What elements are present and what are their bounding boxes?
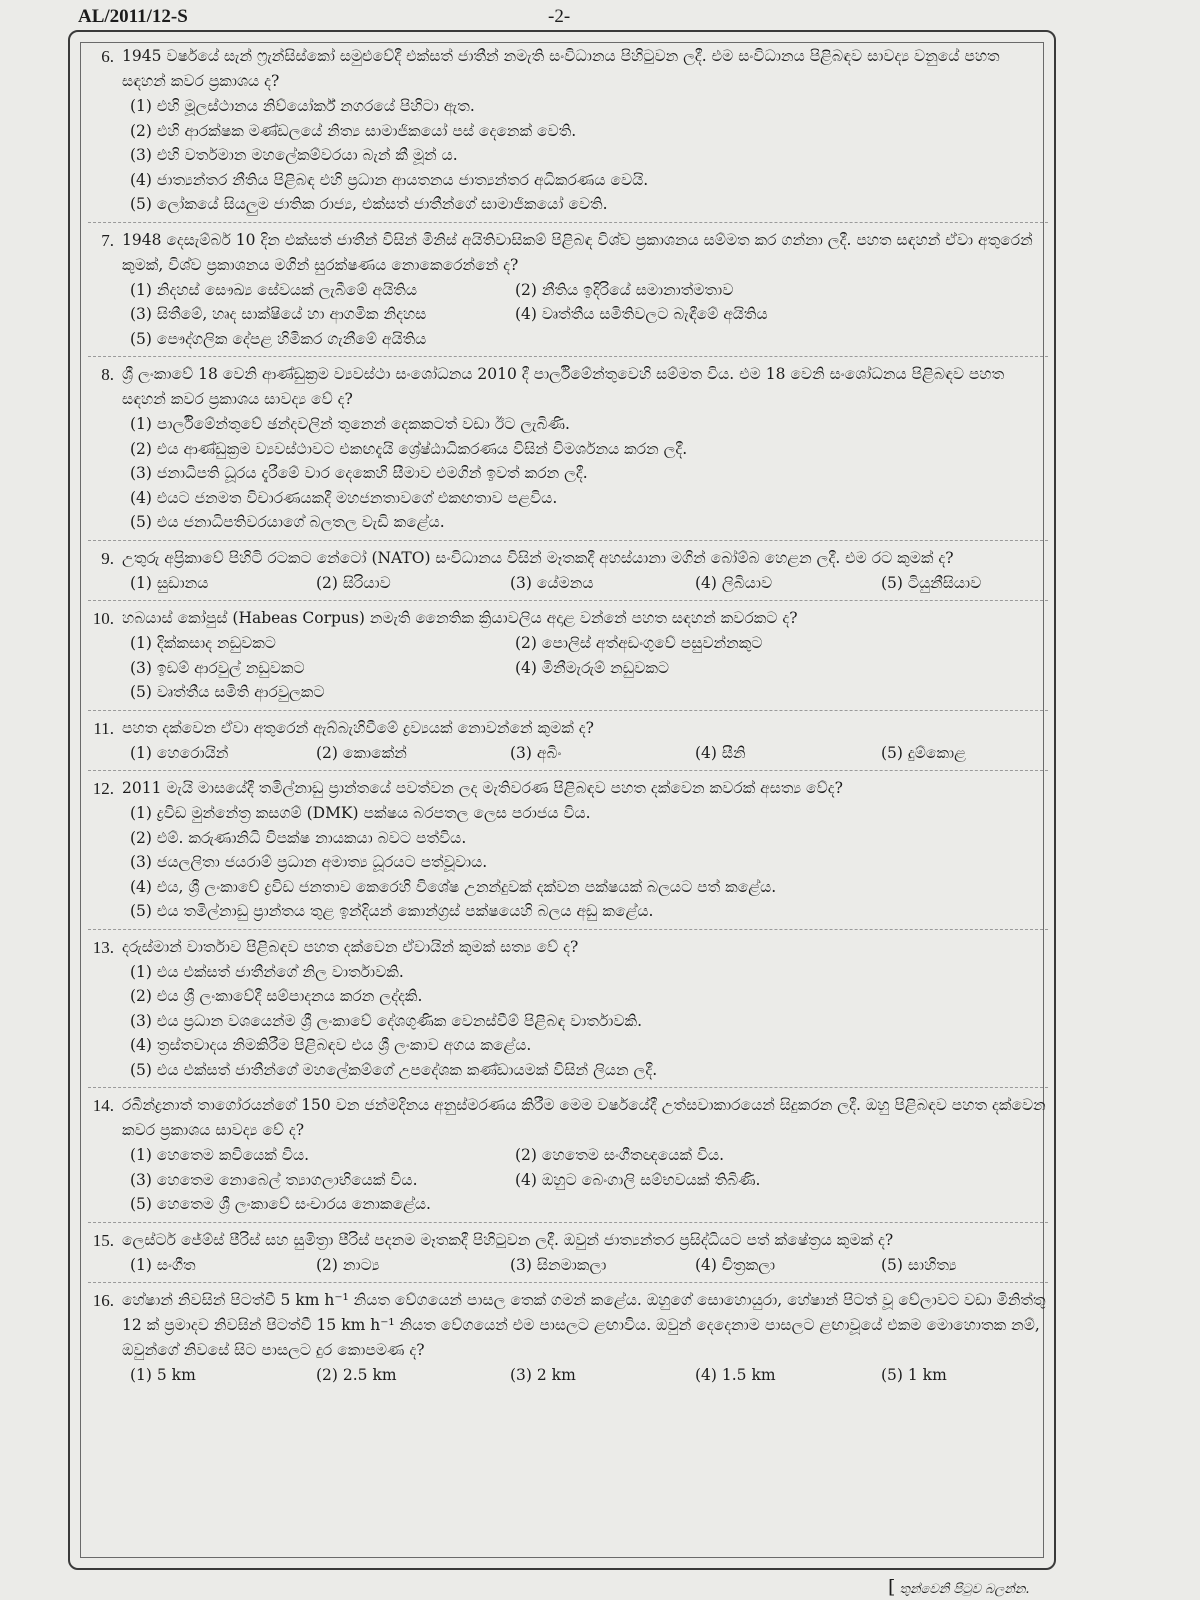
answer-option: (2) එය ශ්‍රී ලංකාවේදී සම්පාදනය කරන ලද්දකි.	[130, 987, 423, 1005]
question-number: 15.	[92, 1230, 114, 1250]
question-body	[122, 546, 1056, 596]
question-number: 13.	[92, 937, 114, 957]
question-body	[122, 716, 1056, 766]
answer-option: (2) නීතිය ඉදිරියේ සමානාත්මතාව	[515, 280, 734, 299]
answer-option: (1) ද්‍රවිඩ මුන්නේත්‍ර කසගම් (DMK) පක්ෂය බරපතල ලෙස පරාජය විය.	[130, 804, 591, 822]
answer-option: (1) එය එක්සත් ජාතීන්ගේ නිල වාර්තාවකි.	[130, 962, 404, 981]
question-separator	[88, 1282, 1048, 1283]
answer-option: (5) ලෝකයේ සියලුම ජාතික රාජ්‍ය, එක්සත් ජාතීන්ගේ සාමාජිකයෝ වෙති.	[130, 195, 608, 213]
question-text: පහත දක්වෙන ඒවා අතුරෙන් ඇබ්බැහිවීමේ ද්‍රව්‍යයක් නොවන්නේ කුමක් ද?	[122, 718, 594, 737]
question	[84, 546, 1056, 596]
answer-option: (2) 2.5 km	[316, 1366, 397, 1384]
question-text: හබයාස් කෝපුස් (Habeas Corpus) නමැති නෛතික ක්‍රියාවලිය අදාළ වන්නේ පහත සඳහන් කවරකට ද?	[122, 609, 798, 627]
answer-option: (3) සිතීමේ, හෘද සාක්ෂියේ හා ආගමික නිදහස	[130, 305, 427, 323]
question	[84, 44, 1056, 217]
answer-option: (2) කොකේන්	[316, 743, 407, 762]
question-text: 1948 දෙසැම්බර් 10 දින එක්සත් ජාතීන් විසින් මිනිස් අයිතිවාසිකම් පිළිබඳ විශ්ව ප්‍රකාශනය සම්මත කර ගන්නා ලදී. පහත සඳහන් ඒවා අතුරෙන් කුමක්, විශ්ව ප්‍රකාශනය මගින් සුරක්ෂණය නොකෙරෙන්නේ ද?	[122, 230, 1033, 274]
answer-option: (1) 5 km	[130, 1366, 196, 1384]
question-body	[122, 606, 1056, 705]
answer-options	[122, 1253, 1048, 1278]
question-number: 14.	[92, 1096, 114, 1115]
answer-option: (1) දික්කසාද නඩුවකට	[130, 634, 276, 652]
answer-option: (3) අබිං	[510, 743, 562, 762]
question-body	[122, 935, 1056, 1083]
answer-option: (3) සිනමාකලා	[510, 1255, 607, 1274]
question-number: 8.	[101, 365, 114, 384]
question-text: රබීන්ද්‍රනාත් තාගෝරයන්ගේ 150 වන ජන්මදිනය අනුස්මරණය කිරීම මෙම වර්ෂයේදී උත්සවාකාරයෙන් සිදුකරන ලදී. ඔහු පිළිබඳව පහත දක්වෙන කවර ප්‍රකාශය සාවද්‍ය වේ ද?	[122, 1096, 1046, 1139]
answer-option: (1) සංගීත	[130, 1255, 196, 1274]
question-separator	[88, 356, 1048, 357]
question-number: 12.	[92, 779, 114, 798]
answer-option: (5) එය ජනාධිපතිවරයාගේ බලතල වැඩි කළේය.	[130, 513, 445, 531]
question	[84, 776, 1056, 924]
page-header	[0, 0, 1200, 34]
answer-option: (2) පොලිස් අත්අඩංගුවේ පසුවන්නකුට	[515, 634, 763, 652]
answer-option: (4) එයට ජනමත විචාරණයකදී මහජනතාවගේ එකඟතාව පළවිය.	[130, 488, 558, 507]
page-footer	[888, 1576, 1030, 1598]
question-text: හේෂාන් නිවසින් පිටත්වී 5 km h⁻¹ නියත වේගයෙන් පාසල තෙක් ගමන් කළේය. ඔහුගේ සොහොයුරා, හේෂාන් පිටත් වූ වේලාවට වඩා මිනිත්තු 12 ක් ප්‍රමාදව නිවසින් පිටත්වී 15 km h⁻¹ නියත වේගයෙන් එම පාසලට ළඟාවිය. ඔවුන් දෙදෙනාම පාසලට ළඟාවූයේ එකම මොහොතක නම්, ඔවුන්ගේ නිවසේ සිට පාසලට දුර කොපමණ ද?	[122, 1291, 1046, 1359]
answer-option: (2) එය ආණ්ඩුක්‍රම ව්‍යවස්ථාවට එකඟදැයි ශ්‍රේෂ්ඨාධිකරණය විසින් විමර්ශනය කරන ලදී.	[130, 439, 688, 458]
answer-option: (2) එම්. කරුණානිධි විපක්ෂ නායකයා බවට පත්විය.	[130, 828, 467, 847]
question-text: 1945 වර්ෂයේ සැන් ෆ්‍රැන්සිස්කෝ සමුළුවේදී එක්සත් ජාතීන් නමැති සංවිධානය පිහිටුවන ලදී. එම සංවිධානය පිළිබඳව සාවද්‍ය වනුයේ පහත සඳහන් කවර ප්‍රකාශය ද?	[122, 47, 1000, 90]
question-text: උතුරු අප්‍රිකාවේ පිහිටි රටකට නේටෝ (NATO) සංවිධානය විසින් මෑතකදී අහස්යානා මගින් බෝම්බ හෙළන ලදී. එම රට කුමක් ද?	[122, 548, 954, 567]
answer-option: (5) පෞද්ගලික දේපළ හිමිකර ගැනීමේ අයිතිය	[130, 329, 427, 348]
question-separator	[88, 1222, 1048, 1223]
answer-option: (4) ත්‍රස්තවාදය නිමකිරීම පිළිබඳව එය ශ්‍රී ලංකාව අගය කළේය.	[130, 1036, 532, 1054]
answer-option: (4) එය, ශ්‍රී ලංකාවේ ද්‍රවිඩ ජනතාව කෙරෙහි විශේෂ උනන්දුවක් දක්වන පක්ෂයක් බලයට පත් කළේය.	[130, 877, 777, 896]
answer-option: (4) වෘත්තීය සමිතිවලට බැඳීමේ අයිතිය	[515, 305, 768, 323]
answer-option: (2) සිරියාව	[316, 573, 391, 592]
question-separator	[88, 929, 1048, 930]
question-number: 9.	[101, 548, 114, 568]
question-body	[122, 362, 1056, 535]
answer-option: (1) හෙරොයින්	[130, 743, 229, 762]
answer-option: (5) එය තමිල්නාඩු ප්‍රාන්තය තුළ ඉන්දියන් කොන්ග්‍රස් පක්ෂයෙහි බලය අඩු කළේය.	[130, 902, 654, 920]
answer-option: (1) හෙතෙම කවියෙක් විය.	[130, 1146, 310, 1164]
answer-option: (3) එය ප්‍රධාන වශයෙන්ම ශ්‍රී ලංකාවේ දේශගුණික වෙනස්වීම් පිළිබඳ වාර්තාවකි.	[130, 1011, 643, 1030]
question-body	[122, 1093, 1056, 1217]
answer-option: (4) ඔහුට බෙංගාලි සම්භවයක් තිබිණි.	[515, 1170, 761, 1189]
answer-option: (3) එහි වර්තමාන මහලේකම්වරයා බැන් කී මූන් ය.	[130, 146, 458, 164]
answer-option: (5) 1 km	[881, 1366, 947, 1384]
answer-option: (3) ජනාධිපති ධූරය දැරීමේ වාර දෙකෙහි සීමාව එමගින් ඉවත් කරන ලදී.	[130, 464, 588, 482]
question-text: 2011 මැයි මාසයේදී තමිල්නාඩු ප්‍රාන්තයේ පවත්වන ලද මැතිවරණ පිළිබඳව පහත දක්වෙන කවරක් අසත්‍ය වේද?	[122, 779, 843, 797]
answer-options	[122, 412, 1048, 535]
question	[84, 1228, 1056, 1278]
question-body	[122, 1228, 1056, 1278]
answer-option: (5) ටියුනීසියාව	[881, 573, 982, 592]
answer-options	[122, 741, 1048, 766]
question	[84, 606, 1056, 705]
answer-option: (3) යේමනය	[510, 573, 594, 592]
question	[84, 935, 1056, 1083]
answer-option: (2) එහි ආරක්ෂක මණ්ඩලයේ නිත්‍ය සාමාජිකයෝ පස් දෙනෙක් වෙති.	[130, 121, 577, 140]
answer-option: (1) පාර්ලිමේන්තුවේ ඡන්දවලින් තුනෙන් දෙකකටත් වඩා ඊට ලැබිණි.	[130, 415, 570, 433]
answer-option: (3) හෙතෙම නොබෙල් ත්‍යාගලාභියෙක් විය.	[130, 1170, 418, 1189]
answer-options	[122, 94, 1048, 217]
answer-option: (3) ඉඩම් ආරවුල් නඩුවකට	[130, 658, 305, 677]
question-separator	[88, 770, 1048, 771]
question-text: ශ්‍රී ලංකාවේ 18 වෙනි ආණ්ඩුක්‍රම ව්‍යවස්ථා සංශෝධනය 2010 දී පාර්ලිමේන්තුවෙහි සම්මත විය. එම 18 වෙනි සංශෝධනය පිළිබඳව පහත සඳහන් කවර ප්‍රකාශය සාවද්‍ය වේ ද?	[122, 365, 1005, 408]
question-body	[122, 776, 1056, 924]
question	[84, 716, 1056, 766]
answer-option: (2) නාට්‍ය	[316, 1255, 380, 1274]
answer-options	[122, 960, 1048, 1083]
answer-option: (1) එහි මූලස්ථානය නිව්යෝර්ක් නගරයේ පිහිටා ඇත.	[130, 97, 475, 115]
answer-options	[122, 801, 1048, 924]
page-number: -2-	[548, 6, 571, 27]
answer-option: (4) 1.5 km	[695, 1366, 776, 1384]
question-body	[122, 228, 1056, 352]
question	[84, 362, 1056, 535]
question-separator	[88, 540, 1048, 541]
question-number: 16.	[92, 1291, 114, 1310]
question-separator	[88, 1087, 1048, 1088]
answer-options	[122, 571, 1048, 596]
answer-option: (4) ලිබියාව	[695, 573, 773, 592]
paper-code: AL/2011/12-S	[78, 6, 188, 27]
answer-option: (5) එය එක්සත් ජාතීන්ගේ මහලේකම්ගේ උපදේශක කණ්ඩායමක් විසින් ලියන ලදී.	[130, 1060, 658, 1079]
question-number: 7.	[101, 230, 114, 250]
answer-option: (5) දුම්කොළ	[881, 743, 966, 762]
question	[84, 228, 1056, 352]
footer-bracket: [	[888, 1576, 896, 1598]
answer-option: (3) 2 km	[510, 1366, 576, 1384]
question-list	[84, 44, 1056, 1388]
answer-option: (5) වෘත්තීය සමිති ආරවුලකට	[130, 683, 325, 701]
answer-options	[122, 1363, 1048, 1388]
answer-option: (1) සුඩානය	[130, 573, 209, 592]
answer-option: (4) මිනීමැරුම් නඩුවකට	[515, 658, 670, 677]
answer-options	[122, 1143, 1048, 1217]
question-text: ලෙස්ටර් ජේම්ස් පීරිස් සහ සුමිත්‍රා පීරිස් පදනම මෑතකදී පිහිටුවන ලදී. ඔවුන් ජාත්‍යන්තර ප්‍රසිද්ධියට පත් ක්ෂේත්‍රය කුමක් ද?	[122, 1230, 894, 1249]
answer-option: (5) හෙතෙම ශ්‍රී ලංකාවේ සංචාරය නොකළේය.	[130, 1195, 431, 1213]
answer-option: (2) හෙතෙම සංගීතඥයෙක් විය.	[515, 1146, 725, 1164]
question-number: 6.	[101, 47, 114, 66]
answer-options	[122, 631, 1048, 705]
answer-option: (4) සීනි	[695, 743, 746, 762]
question-separator	[88, 710, 1048, 711]
answer-option: (3) ජයලලිතා ජයරාම් ප්‍රධාන අමාත්‍ය ධූරයට පත්වූවාය.	[130, 853, 488, 871]
question-body	[122, 1288, 1056, 1388]
question-text: දරුස්මාන් වාර්තාව පිළිබඳව පහත දක්වෙන ඒවායින් කුමක් සත්‍ය වේ ද?	[122, 937, 579, 956]
question-separator	[88, 222, 1048, 223]
question	[84, 1288, 1056, 1388]
question-number: 10.	[92, 609, 114, 628]
question-separator	[88, 600, 1048, 601]
answer-option: (4) ජාත්‍යන්තර නීතිය පිළිබඳ එහි ප්‍රධාන ආයතනය ජාත්‍යන්තර අධිකරණය වෙයි.	[130, 170, 649, 189]
answer-option: (5) සාහිත්‍ය	[881, 1255, 957, 1274]
question-number: 11.	[93, 718, 114, 738]
footer-text: තුන්වෙනි පිටුව බලන්න.	[899, 1582, 1030, 1597]
answer-option: (4) චිත්‍රකලා	[695, 1255, 776, 1274]
answer-option: (1) නිදහස් සෞඛ්‍ය සේවයක් ලැබීමේ අයිතිය	[130, 280, 417, 299]
question-body	[122, 44, 1056, 217]
question	[84, 1093, 1056, 1217]
answer-options	[122, 278, 1048, 352]
